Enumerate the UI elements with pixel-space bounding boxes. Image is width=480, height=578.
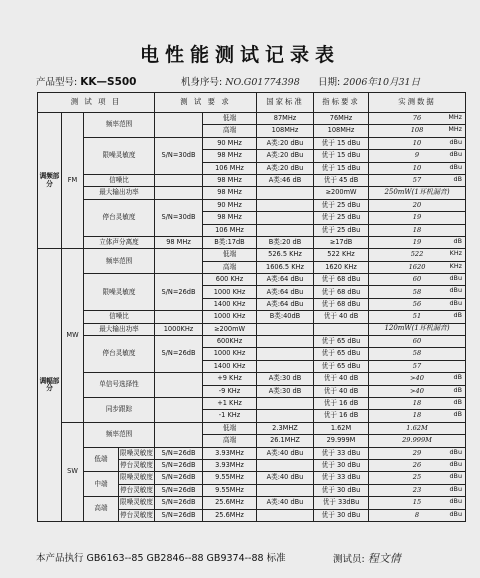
measured-value: 120mW(1耳机漏音) [384,324,450,333]
freq-cell: -1 KHz [203,410,257,422]
spec-cell: 1.62M [314,422,369,434]
measured-cell [369,212,466,224]
spec-cell: 优于 16 dB [314,410,369,422]
measured-cell [369,274,466,286]
freq-cell: 3.93MHz [203,459,257,471]
spec-cell: 优于 33 dBu [314,447,369,459]
measured-value: 57 [412,176,422,185]
section-am-label: 调幅部分 [38,249,62,522]
item-label: 频率范围 [84,249,155,274]
spec-cell: 优于 16 dB [314,397,369,409]
sw-range-label: 中端 [84,472,119,497]
header-condition: 测 试 要 求 [155,93,257,113]
item-label: 频率范围 [84,113,155,138]
table-row [38,137,466,149]
measured-unit: MHz [448,113,462,121]
national-cell: A类:20 dBu [257,162,314,174]
freq-cell: 25.6MHz [203,497,257,509]
national-cell: A类:40 dBu [257,497,314,509]
measured-cell [369,509,466,521]
national-cell [257,410,314,422]
freq-cell: 1000 KHz [203,311,257,323]
measured-cell [369,236,466,248]
national-cell: A类:64 dBu [257,274,314,286]
spec-cell: 优于 65 dBu [314,348,369,360]
table-row [38,174,466,186]
condition-cell [155,422,203,447]
table-row [38,447,466,459]
measured-unit: dB [453,373,462,382]
spec-cell: 优于 30 dBu [314,459,369,471]
freq-cell: 25.6MHz [203,509,257,521]
measured-unit: dB [453,397,462,406]
measured-value: >40 [410,374,424,383]
measured-cell [369,187,466,199]
condition-cell [155,249,203,274]
measured-unit: dBu [449,162,462,171]
measured-value: 26 [412,461,422,469]
national-cell [257,323,314,335]
item-label: 停台灵敏度 [84,336,155,373]
national-cell [257,360,314,372]
national-cell: B类:40dB [257,311,314,323]
freq-cell: 600KHz [203,336,257,348]
measured-cell [369,249,466,261]
freq-cell: 3.93MHz [203,447,257,459]
spec-cell: 优于 68 dBu [314,274,369,286]
spec-cell: 优于 68 dBu [314,298,369,310]
condition-cell: S/N=26dB [155,459,203,471]
condition-cell: S/N=30dB [155,137,203,174]
serial-field [181,74,300,88]
measured-unit: dB [453,311,462,320]
item-label: 限噪灵敏度 [119,472,155,484]
condition-cell: S/N=26dB [155,484,203,496]
condition-cell [155,373,203,398]
national-cell [257,484,314,496]
condition-cell: 98 MHz [155,236,203,248]
measured-cell [369,360,466,372]
measured-unit: dBu [449,509,462,518]
national-cell: 108MHz [257,125,314,137]
freq-cell: 600 KHz [203,274,257,286]
spec-cell: 优于 15 dBu [314,137,369,149]
table-row [38,236,466,248]
measured-value: 29.999M [402,436,432,445]
sw-range-label: 高端 [84,497,119,522]
freq-cell: 90 MHz [203,199,257,211]
freq-cell: 低端 [203,422,257,434]
condition-cell [155,113,203,138]
spec-cell: 优于 25 dBu [314,212,369,224]
measured-unit: dBu [449,472,462,481]
item-label: 信噪比 [84,311,155,323]
spec-cell: 108MHz [314,125,369,137]
freq-cell: 低端 [203,113,257,125]
spec-cell: 29.999M [314,435,369,447]
measured-value: 108 [410,126,424,135]
measured-value: 250mW(1耳机漏音) [384,188,450,197]
spec-cell: 优于 65 dBu [314,336,369,348]
measured-unit: dB [453,385,462,394]
item-label: 最大输出功率 [84,323,155,335]
measured-value: 25 [412,473,422,482]
freq-cell: 106 MHz [203,162,257,174]
measured-value: 1.62M [406,423,428,432]
table-row [38,274,466,286]
measured-cell [369,336,466,348]
national-cell: 26.1MHZ [257,435,314,447]
section-fm-label: 调频部分 [38,113,62,249]
spec-cell: 优于 25 dBu [314,224,369,236]
freq-cell: 9.55MHz [203,472,257,484]
item-label: 信噪比 [84,174,155,186]
measured-value: 57 [412,361,422,370]
measured-unit: dBu [449,459,462,468]
table-row [38,113,466,125]
table-row [38,373,466,385]
spec-cell: ≥200mW [314,187,369,199]
measured-value: 15 [412,498,422,507]
spec-cell: 优于 25 dBu [314,199,369,211]
national-cell: A类:20 dBu [257,137,314,149]
measured-cell [369,497,466,509]
model-value: KK—S500 [80,76,137,88]
table-row [38,311,466,323]
measured-cell [369,435,466,447]
measured-value: 51 [412,312,422,321]
measured-cell [369,113,466,125]
measured-cell [369,137,466,149]
measured-unit: dBu [449,150,462,159]
spec-cell: 优于 33 dBu [314,472,369,484]
record-table [37,92,466,522]
serial-value: NO.G01774398 [225,77,300,88]
spec-cell: 优于 40 dB [314,385,369,397]
national-cell: A类:46 dB [257,174,314,186]
measured-value: 10 [412,138,422,147]
item-label: 限噪灵敏度 [119,447,155,459]
header-national: 国家标准 [257,93,314,113]
document-title: 电性能测试记录表 [139,44,340,66]
freq-cell: 98 MHz [203,174,257,186]
national-cell: A类:30 dB [257,385,314,397]
table-row [38,187,466,199]
national-cell [257,212,314,224]
measured-unit: dB [453,236,462,245]
freq-cell: 低端 [203,249,257,261]
measured-unit: dBu [449,137,462,146]
spec-cell: 优于 65 dBu [314,360,369,372]
band-sw: SW [62,422,84,521]
national-cell: B类:20 dB [257,236,314,248]
condition-cell: 1000KHz [155,323,203,335]
measured-value: 18 [412,399,422,408]
measured-unit: dB [453,174,462,183]
tester-signature: 程文倩 [367,552,401,565]
freq-cell: B类:17dB [203,236,257,248]
freq-cell: 高端 [203,125,257,137]
measured-cell [369,199,466,211]
measured-unit: dBu [449,497,462,506]
measured-cell [369,125,466,137]
table-row [38,199,466,211]
freq-cell: 高端 [203,435,257,447]
measured-value: 29 [412,448,422,457]
national-cell [257,187,314,199]
measured-cell [369,472,466,484]
measured-value: 8 [414,510,420,519]
freq-cell: 106 MHz [203,224,257,236]
measured-cell [369,410,466,422]
item-label: 限噪灵敏度 [84,137,155,174]
header-row [38,93,466,113]
national-cell [257,224,314,236]
table-row [38,497,466,509]
condition-cell: S/N=26dB [155,447,203,459]
spec-cell: ≥17dB [314,236,369,248]
freq-cell: 9.55MHz [203,484,257,496]
serial-label: 机身序号: [181,77,223,88]
measured-value: >40 [410,386,424,395]
measured-cell [369,150,466,162]
table-row [38,472,466,484]
measured-value: 9 [414,151,420,160]
item-label: 停台灵敏度 [119,484,155,496]
band-mw: MW [62,249,84,422]
freq-cell: 1000 KHz [203,348,257,360]
model-label: 产品型号: [36,77,78,88]
condition-cell [155,311,203,323]
date-field [318,74,420,88]
measured-value: 56 [412,299,422,308]
spec-cell: 优于 45 dB [314,174,369,186]
spec-cell: 优于 68 dBu [314,286,369,298]
freq-cell: +9 KHz [203,373,257,385]
table-row [38,249,466,261]
header-item: 测 试 项 目 [38,93,155,113]
freq-cell: -9 KHz [203,385,257,397]
item-label: 同步跟踪 [84,397,155,422]
condition-cell: S/N=26dB [155,497,203,509]
condition-cell: S/N=26dB [155,472,203,484]
national-cell: A类:64 dBu [257,286,314,298]
header-spec: 指标要求 [314,93,369,113]
spec-cell: 优于 33dBu [314,497,369,509]
band-fm: FM [62,113,84,249]
measured-cell [369,397,466,409]
spec-cell: 522 KHz [314,249,369,261]
freq-cell: +1 KHz [203,397,257,409]
freq-cell: 1000 KHz [203,286,257,298]
national-cell [257,459,314,471]
measured-cell [369,286,466,298]
measured-value: 10 [412,163,422,172]
spec-cell: 优于 15 dBu [314,150,369,162]
header-measured: 实测数据 [369,93,466,113]
measured-unit: dBu [449,298,462,307]
national-cell: A类:40 dBu [257,472,314,484]
measured-unit: dBu [449,286,462,295]
item-label: 频率范围 [84,422,155,447]
spec-cell: 优于 15 dBu [314,162,369,174]
measured-cell [369,311,466,323]
national-cell: A类:40 dBu [257,447,314,459]
measured-value: 18 [412,225,422,234]
measured-value: 23 [412,485,422,494]
condition-cell: S/N=26dB [155,509,203,521]
item-label: 限噪灵敏度 [119,497,155,509]
national-cell: 1606.5 KHz [257,261,314,273]
national-cell: A类:64 dBu [257,298,314,310]
measured-unit: dBu [449,484,462,493]
spec-cell: 优于 40 dB [314,311,369,323]
measured-cell [369,348,466,360]
freq-cell: 高端 [203,261,257,273]
spec-cell: 1620 KHz [314,261,369,273]
measured-cell [369,447,466,459]
item-label: 立体声分离度 [84,236,155,248]
measured-cell [369,373,466,385]
spec-cell: 优于 40 dB [314,373,369,385]
measured-unit: dBu [449,274,462,283]
condition-cell: S/N=26dB [155,336,203,373]
measured-value: 1620 [408,262,426,271]
condition-cell: S/N=30dB [155,199,203,236]
measured-unit: MHz [448,125,462,134]
measured-cell [369,484,466,496]
spec-cell: 76MHz [314,113,369,125]
sw-range-label: 低端 [84,447,119,472]
national-cell: A类:20 dBu [257,150,314,162]
measured-cell [369,422,466,434]
freq-cell: 1400 KHz [203,298,257,310]
measured-value: 76 [412,114,422,123]
measured-unit: dBu [449,447,462,456]
item-label: 限噪灵敏度 [84,274,155,311]
national-cell: 87MHz [257,113,314,125]
model-field [36,74,137,88]
measured-value: 60 [412,275,422,284]
table-row [38,422,466,434]
date-value: 2006年10月31日 [343,77,421,88]
national-cell [257,397,314,409]
condition-cell [155,174,203,186]
freq-cell: 98 MHz [203,212,257,224]
table-row [38,323,466,335]
measured-value: 19 [412,237,422,246]
item-label: 停台灵敏度 [119,459,155,471]
standard-note: 本产品执行 GB6163--85 GB2846--88 GB9374--88 标准 [36,553,286,564]
table-row [38,397,466,409]
tester-label: 测试员: [333,554,365,565]
measured-value: 19 [412,213,422,222]
tester-field [333,550,401,566]
national-cell [257,199,314,211]
measured-cell [369,298,466,310]
date-label: 日期: [318,77,341,88]
condition-cell [155,187,203,199]
freq-cell: 98 MHz [203,187,257,199]
national-cell: 526.5 KHz [257,249,314,261]
measured-unit: KHz [449,249,462,258]
measured-value: 522 [410,250,424,259]
measured-cell [369,174,466,186]
measured-value: 58 [412,349,422,358]
measured-cell [369,261,466,273]
measured-value: 20 [412,200,422,209]
measured-value: 60 [412,337,422,346]
freq-cell: 98 MHz [203,150,257,162]
national-cell [257,336,314,348]
item-label: 最大输出功率 [84,187,155,199]
national-cell: 2.3MHZ [257,422,314,434]
freq-cell: 1400 KHz [203,360,257,372]
measured-unit: dB [453,410,462,419]
measured-value: 18 [412,411,422,420]
measured-unit: KHz [449,261,462,270]
condition-cell [155,397,203,422]
national-cell: A类:30 dB [257,373,314,385]
measured-cell [369,224,466,236]
national-cell [257,509,314,521]
spec-cell: 优于 30 dBu [314,509,369,521]
spec-cell [314,323,369,335]
freq-cell: 90 MHz [203,137,257,149]
spec-cell: 优于 30 dBu [314,484,369,496]
measured-cell [369,323,466,335]
national-cell [257,348,314,360]
measured-value: 58 [412,287,422,296]
item-label: 单信号选择性 [84,373,155,398]
measured-cell [369,162,466,174]
measured-cell [369,459,466,471]
table-row [38,336,466,348]
freq-cell: ≥200mW [203,323,257,335]
measured-cell [369,385,466,397]
condition-cell: S/N=26dB [155,274,203,311]
item-label: 停台灵敏度 [119,509,155,521]
item-label: 停台灵敏度 [84,199,155,236]
